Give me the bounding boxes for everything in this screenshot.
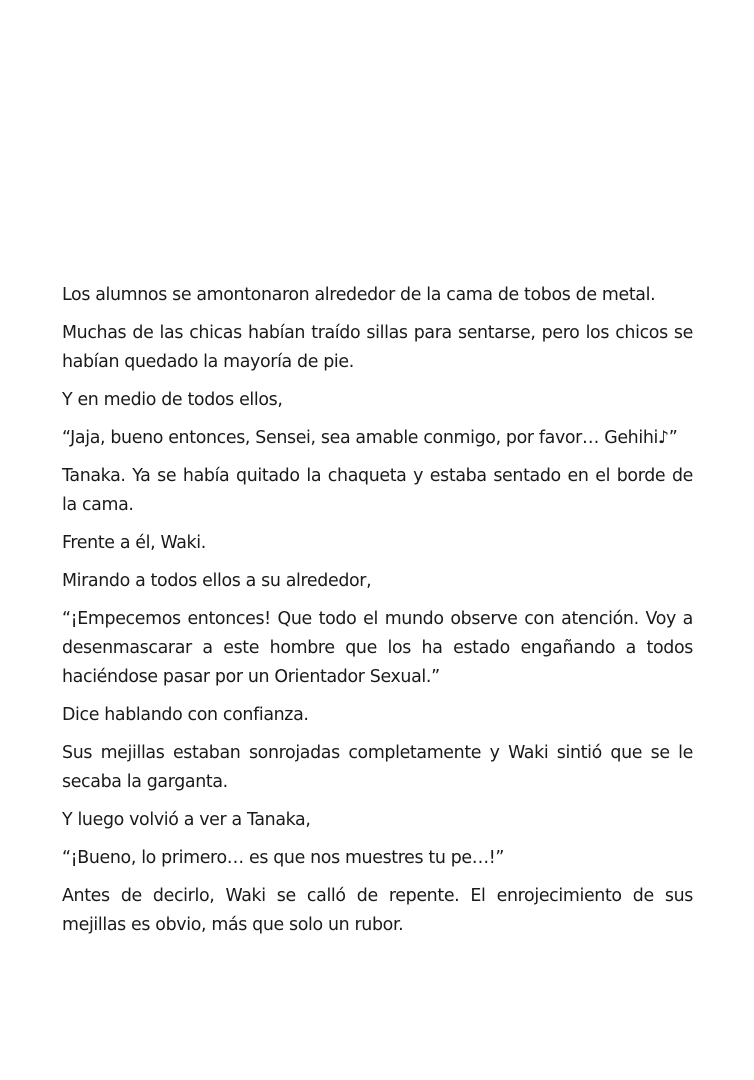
paragraph-3: Y en medio de todos ellos, (62, 390, 283, 410)
paragraph-13: Antes de decirlo, Waki se calló de repente. El enrojecimiento de sus mejillas es obvio, más que solo un rubor. (62, 886, 693, 935)
paragraph-1: Los alumnos se amontonaron alrededor de la cama de tobos de metal. (62, 285, 656, 305)
paragraph-11: Y luego volvió a ver a Tanaka, (62, 810, 311, 830)
paragraph-9: Dice hablando con confianza. (62, 705, 309, 725)
paragraph-2: Muchas de las chicas habían traído sillas para sentarse, pero los chicos se habían quedado la mayoría de pie. (62, 323, 693, 372)
paragraph-10: Sus mejillas estaban sonrojadas completamente y Waki sintió que se le secaba la garganta. (62, 743, 693, 792)
body-text (62, 281, 693, 949)
paragraph-5: Tanaka. Ya se había quitado la chaqueta y estaba sentado en el borde de la cama. (62, 466, 693, 515)
paragraph-7: Mirando a todos ellos a su alrededor, (62, 571, 372, 591)
paragraph-6: Frente a él, Waki. (62, 533, 206, 553)
paragraph-4: “Jaja, bueno entonces, Sensei, sea amable conmigo, por favor… Gehihi♪” (62, 428, 678, 448)
paragraph-8: “¡Empecemos entonces! Que todo el mundo observe con atención. Voy a desenmascarar a este hombre que los ha estado engañando a todos haciéndose pasar por un Orientador Sexual.” (62, 609, 693, 687)
paragraph-12: “¡Bueno, lo primero… es que nos muestres tu pe…!” (62, 848, 505, 868)
